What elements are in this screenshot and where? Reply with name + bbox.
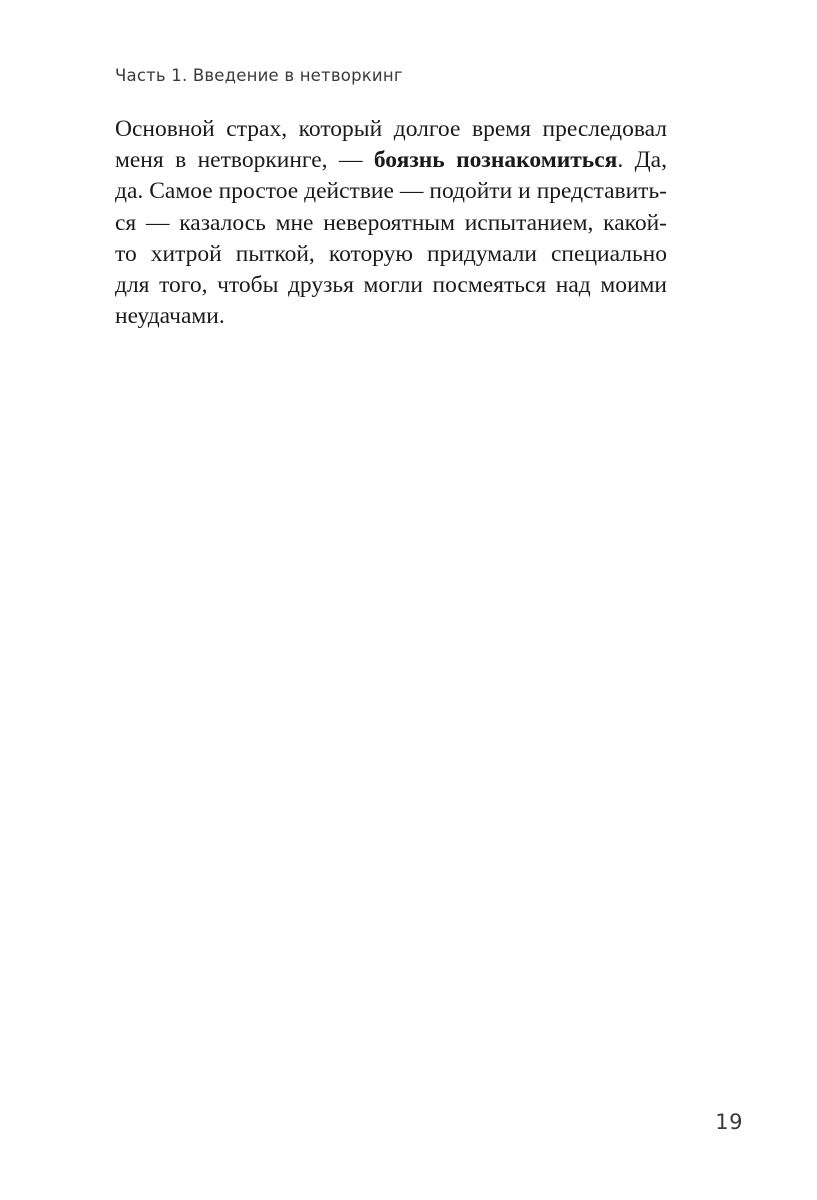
paragraph-line-7: неудачами. <box>115 303 225 330</box>
paragraph-line-5: то хитрой пыткой, которую придумали специально <box>115 240 667 267</box>
line-2-end: . Да, <box>617 147 667 174</box>
paragraph-line-6: для того, чтобы друзья могли посмеяться над моими <box>115 272 667 299</box>
running-header: Часть 1. Введение в нетворкинг <box>115 66 403 85</box>
body-paragraph <box>115 114 667 332</box>
emphasis-text: боязнь познакомиться <box>373 147 618 174</box>
paragraph-line-1: Основной страх, который долгое время преследовал <box>115 116 667 142</box>
page-number: 19 <box>715 1110 743 1134</box>
paragraph-line-2 <box>115 145 667 176</box>
paragraph-line-4: ся — казалось мне невероятным испытанием, какой- <box>115 209 667 236</box>
paragraph-line-3: да. Самое простое действие — подойти и представить- <box>115 178 667 205</box>
line-2-start: меня в нетворкинге, — <box>115 147 374 174</box>
